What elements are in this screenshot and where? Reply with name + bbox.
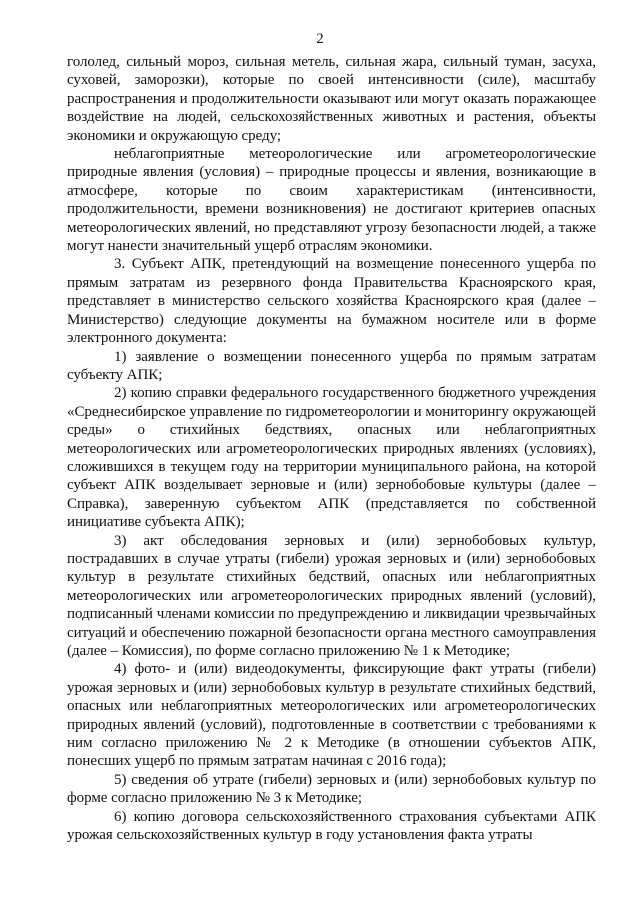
list-item-insurance-contract: 6) копию договора сельскохозяйственного страхования субъектами АПК урожая сельскохозяйственных культур в году установления факта утраты — [67, 808, 596, 844]
paragraph-continued-definition: гололед, сильный мороз, сильная метель, сильная жара, сильный туман, засуха, суховей, заморозки), которые по своей интенсивности (силе), масштабу распространения и продолжительности оказывают или могут оказать поражающее воздействие на людей, сельскохозяйственных животных и растения, объекты экономики и окружающую среду; — [67, 54, 596, 144]
list-item-inspection-act: 3) акт обследования зерновых и (или) зернобобовых культур, пострадавших в случае утраты (гибели) урожая зерновых и (или) зернобобовых культур в результате стихийных бедствий, опасных или неблагоприятных метеорологических или агрометеорологических природных явлений (условий), подписанный членами комиссии по предупреждению и ликвидации чрезвычайных ситуаций и обеспечению пожарной безопасности органа местного самоуправления (далее – Комиссия), по форме согласно приложению № 1 к Методике; — [67, 532, 596, 659]
list-item-application: 1) заявление о возмещении понесенного ущерба по прямым затратам субъекту АПК; — [67, 348, 596, 383]
document-body — [67, 53, 596, 844]
list-item-photo-video: 4) фото- и (или) видеодокументы, фиксирующие факт утраты (гибели) урожая зерновых и (или) зернобобовых культур в результате стихийных бедствий, опасных или неблагоприятных метеорологических или агрометеорологических природных явлений (условий), подготовленные в соответствии с требованиями к ним согласно приложению № 2 к Методике (в отношении субъектов АПК, понесших ущерб по прямым затратам начиная с 2016 года); — [67, 661, 596, 770]
paragraph-item-3-documents: 3. Субъект АПК, претендующий на возмещение понесенного ущерба по прямым затратам из резервного фонда Правительства Красноярского края, представляет в министерство сельского хозяйства Красноярского края (далее – Министерство) следующие документы на бумажном носителе или в форме электронного документа: — [67, 256, 596, 347]
list-item-loss-information: 5) сведения об утрате (гибели) зерновых и (или) зернобобовых культур по форме согласно приложению № 3 к Методике; — [67, 771, 596, 807]
page-number: 2 — [316, 31, 324, 47]
list-item-certificate-copy: 2) копию справки федерального государственного бюджетного учреждения «Среднесибирское управление по гидрометеорологии и мониторингу окружающей среды» о стихийных бедствиях, опасных или неблагоприятных метеорологических или агрометеорологических природных явлениях (условиях), сложившихся в текущем году на территории муниципального района, на которой субъект АПК возделывает зерновые и (или) зернобобовые культуры (далее – Справка), заверенную субъектом АПК (представляется по собственной инициативе субъекта АПК); — [67, 385, 596, 531]
paragraph-unfavorable-phenomena-definition: неблагоприятные метеорологические или агрометеорологические природные явления (условия) – природные процессы и явления, возникающие в атмосфере, которые по своим характеристикам (интенсивности, продолжительности, времени возникновения) не достигают критериев опасных метеорологических явлений, но представляют угрозу безопасности людей, а также могут нанести значительный ущерб отраслям экономики. — [67, 146, 596, 255]
